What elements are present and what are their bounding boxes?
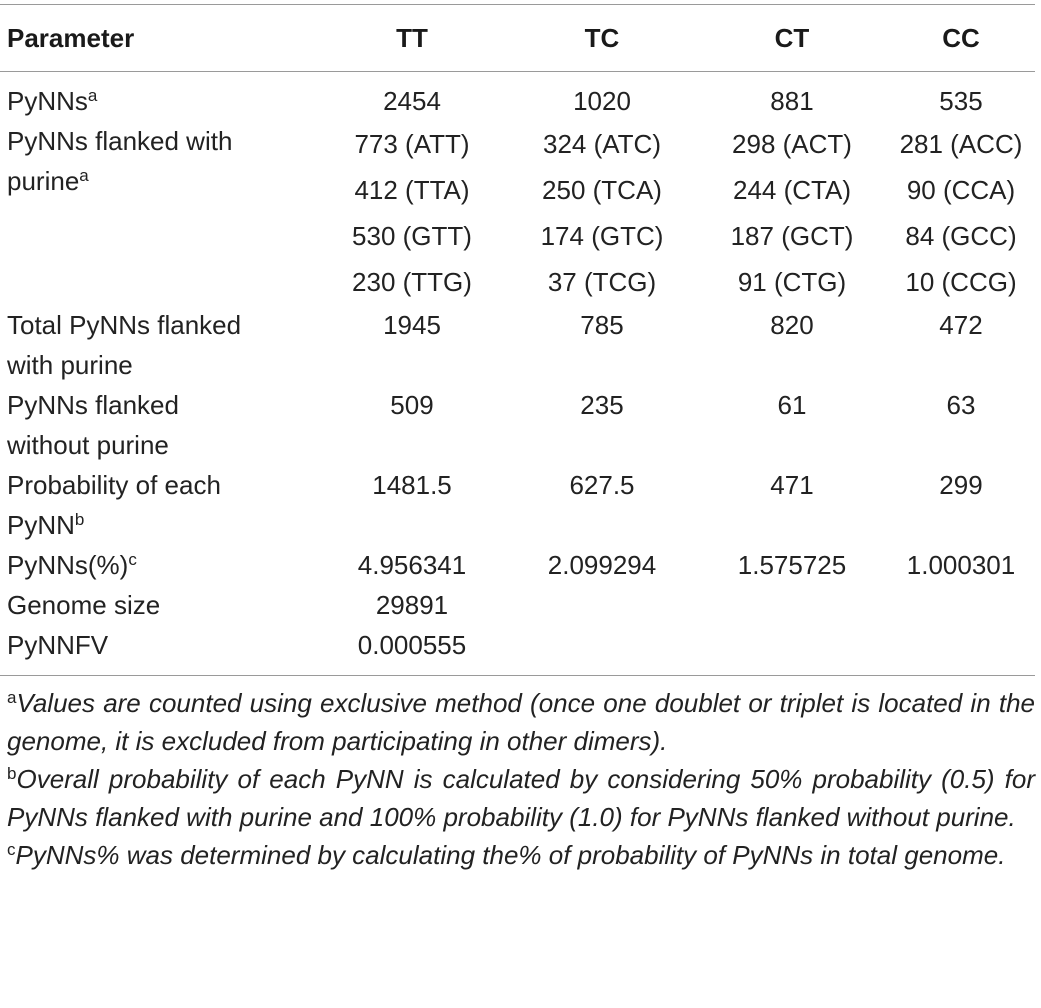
row-label <box>0 545 317 585</box>
cell-value: 299 <box>939 470 983 500</box>
cell-value: 250 (TCA) <box>542 175 662 205</box>
row-label <box>0 305 317 385</box>
table-cell <box>697 625 887 675</box>
table-row <box>0 121 1035 305</box>
row-label-line <box>7 425 317 465</box>
row-label-text: Probability of each <box>7 470 221 500</box>
cell-value: 0.000555 <box>357 630 467 660</box>
table-cell <box>507 545 697 585</box>
cell-value: 881 <box>770 86 814 116</box>
column-header-parameter: Parameter <box>0 5 317 72</box>
cell-value: 471 <box>770 470 814 500</box>
header-row <box>0 5 1035 72</box>
table-row <box>0 585 1035 625</box>
table-cell <box>317 585 507 625</box>
table-cell <box>887 121 1035 305</box>
table-row <box>0 625 1035 675</box>
table-cell <box>887 305 1035 385</box>
column-header-ct: CT <box>697 5 887 72</box>
table-cell <box>507 305 697 385</box>
cell-value: 298 (ACT) <box>732 129 852 159</box>
table-cell <box>697 545 887 585</box>
footnote-marker: b <box>7 764 17 783</box>
row-label <box>0 625 317 675</box>
table-cell <box>887 545 1035 585</box>
row-label-text: Genome size <box>7 590 161 620</box>
cell-value: 235 <box>580 390 624 420</box>
table-cell <box>887 625 1035 675</box>
table-body <box>0 72 1035 676</box>
row-label-line <box>7 305 317 345</box>
footnote-marker: c <box>128 550 137 569</box>
table-cell <box>697 72 887 122</box>
column-header-tc: TC <box>507 5 697 72</box>
cell-value: 230 (TTG) <box>352 267 472 297</box>
cell-value: 1.000301 <box>906 550 1016 580</box>
table-cell <box>507 585 697 625</box>
table-cell <box>317 465 507 545</box>
footnote-marker: a <box>79 166 89 185</box>
cell-value: 324 (ATC) <box>543 129 661 159</box>
cell-value: 244 (CTA) <box>733 175 851 205</box>
row-label-text: PyNNFV <box>7 630 109 660</box>
cell-value: 84 (GCC) <box>905 221 1017 251</box>
row-label-line <box>7 81 317 121</box>
table-row <box>0 385 1035 465</box>
footnote-text: PyNNs% was determined by calculating the% of probability of PyNNs in total genome. <box>15 840 1006 870</box>
table-row <box>0 465 1035 545</box>
row-label-line <box>7 121 317 161</box>
footnote-marker: a <box>7 688 17 707</box>
footnote-text: Values are counted using exclusive method (once one doublet or triplet is located in the genome, it is excluded from participating in other dimers). <box>7 688 1035 756</box>
cell-value: 63 <box>946 390 976 420</box>
row-label-text: PyNN <box>7 510 75 540</box>
row-label-line <box>7 465 317 505</box>
table-row <box>0 305 1035 385</box>
table-cell <box>697 121 887 305</box>
table-cell <box>507 465 697 545</box>
cell-value: 820 <box>770 310 814 340</box>
row-label-line <box>7 585 317 625</box>
cell-value: 1.575725 <box>737 550 847 580</box>
row-label-text: PyNNs flanked <box>7 390 179 420</box>
table-cell <box>317 385 507 465</box>
footnote-marker: b <box>74 510 85 529</box>
cell-value: 1945 <box>383 310 441 340</box>
footnote-marker: c <box>7 840 16 859</box>
row-label-text: with purine <box>7 350 133 380</box>
cell-value: 530 (GTT) <box>352 221 472 251</box>
table-cell <box>317 72 507 122</box>
results-table <box>0 4 1035 675</box>
row-label-line <box>7 625 317 665</box>
cell-value: 2454 <box>383 86 441 116</box>
table-cell <box>317 625 507 675</box>
cell-value: 1020 <box>573 86 631 116</box>
table-cell <box>507 72 697 122</box>
cell-value: 1481.5 <box>372 470 452 500</box>
cell-value: 785 <box>580 310 624 340</box>
cell-value: 472 <box>939 310 983 340</box>
table-cell <box>887 72 1035 122</box>
table-cell <box>887 585 1035 625</box>
table-row <box>0 72 1035 122</box>
row-label-line <box>7 161 317 201</box>
table-row <box>0 545 1035 585</box>
row-label-text: PyNNs(%) <box>7 550 129 580</box>
cell-value: 627.5 <box>569 470 635 500</box>
table-cell <box>887 385 1035 465</box>
footnote-b <box>7 760 1035 836</box>
table-cell <box>697 465 887 545</box>
table-cell <box>697 585 887 625</box>
row-label <box>0 465 317 545</box>
row-label <box>0 385 317 465</box>
cell-value: 91 (CTG) <box>737 267 847 297</box>
row-label-text: purine <box>7 166 80 196</box>
row-label-line <box>7 385 317 425</box>
cell-value: 10 (CCG) <box>905 267 1017 297</box>
cell-value: 281 (ACC) <box>899 129 1023 159</box>
table-cell <box>697 385 887 465</box>
footnotes <box>0 675 1035 874</box>
cell-value: 61 <box>777 390 807 420</box>
column-header-tt: TT <box>317 5 507 72</box>
row-label-line <box>7 545 317 585</box>
cell-value: 174 (GTC) <box>540 221 664 251</box>
cell-value: 412 (TTA) <box>354 175 470 205</box>
table-cell <box>317 121 507 305</box>
footnote-a <box>7 684 1035 760</box>
row-label <box>0 72 317 122</box>
cell-value: 773 (ATT) <box>354 129 470 159</box>
cell-value: 4.956341 <box>357 550 467 580</box>
row-label-line <box>7 345 317 385</box>
cell-value: 29891 <box>375 590 449 620</box>
table-cell <box>507 385 697 465</box>
row-label-text: PyNNs flanked with <box>7 126 233 156</box>
table-cell <box>507 625 697 675</box>
table-cell <box>507 121 697 305</box>
row-label-line <box>7 505 317 545</box>
cell-value: 535 <box>939 86 983 116</box>
row-label-text: PyNNs <box>7 86 88 116</box>
table-cell <box>317 545 507 585</box>
footnote-text: Overall probability of each PyNN is calculated by considering 50% probability (0.5) for PyNNs flanked with purine and 100% probability (1.0) for PyNNs flanked without purine. <box>7 764 1035 832</box>
table-cell <box>887 465 1035 545</box>
row-label <box>0 585 317 625</box>
row-label-text: without purine <box>7 430 169 460</box>
table-cell <box>317 305 507 385</box>
cell-value: 187 (GCT) <box>730 221 854 251</box>
footnote-c <box>7 836 1035 874</box>
row-label <box>0 121 317 305</box>
cell-value: 37 (TCG) <box>547 267 657 297</box>
cell-value: 2.099294 <box>547 550 657 580</box>
footnote-marker: a <box>87 86 98 105</box>
cell-value: 509 <box>390 390 434 420</box>
cell-value: 90 (CCA) <box>906 175 1016 205</box>
table-cell <box>697 305 887 385</box>
column-header-cc: CC <box>887 5 1035 72</box>
row-label-text: Total PyNNs flanked <box>7 310 242 340</box>
